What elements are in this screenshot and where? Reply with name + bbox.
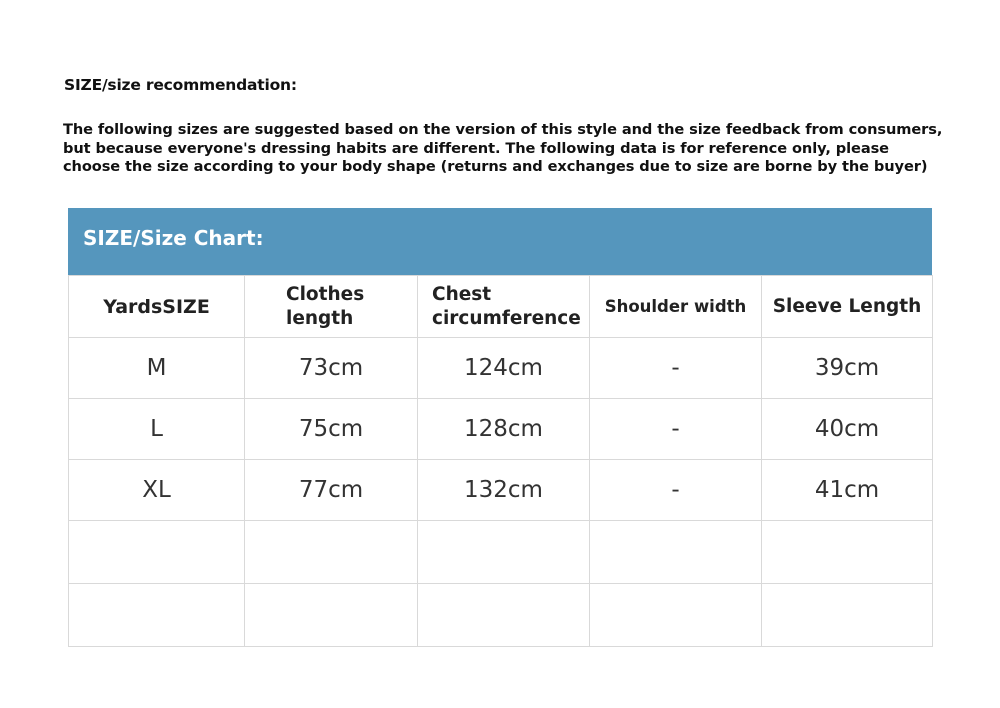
size-table [68, 275, 933, 647]
empty-cell [762, 584, 933, 647]
empty-cell [69, 521, 245, 584]
clothes-length-cell: 77cm [245, 460, 418, 521]
column-header-clothes-length: Clothes length [245, 276, 418, 338]
sleeve-cell: 40cm [762, 399, 933, 460]
recommendation-text [63, 121, 943, 177]
empty-cell [762, 521, 933, 584]
sleeve-cell: 41cm [762, 460, 933, 521]
sleeve-cell: 39cm [762, 338, 933, 399]
size-cell: L [69, 399, 245, 460]
shoulder-cell: - [590, 338, 762, 399]
table-header-row [69, 276, 933, 338]
empty-cell [69, 584, 245, 647]
shoulder-cell: - [590, 460, 762, 521]
empty-cell [245, 521, 418, 584]
recommendation-line: The following sizes are suggested based on the version of this style and the size feedback from consumers, [63, 121, 943, 138]
recommendation-line: choose the size according to your body shape (returns and exchanges due to size are borne by the buyer) [63, 158, 928, 176]
size-chart [68, 208, 932, 647]
recommendation-title: SIZE/size recommendation: [64, 76, 297, 94]
chest-cell: 128cm [418, 399, 590, 460]
chest-cell: 132cm [418, 460, 590, 521]
empty-cell [418, 521, 590, 584]
clothes-length-cell: 73cm [245, 338, 418, 399]
size-cell: M [69, 338, 245, 399]
size-cell: XL [69, 460, 245, 521]
size-chart-title: SIZE/Size Chart: [68, 208, 932, 275]
table-row [69, 460, 933, 521]
recommendation-line: but because everyone's dressing habits are different. The following data is for reference only, please [63, 139, 889, 157]
chest-cell: 124cm [418, 338, 590, 399]
column-header-sleeve: Sleeve Length [762, 276, 933, 338]
table-row [69, 338, 933, 399]
column-header-chest: Chest circumference [418, 276, 590, 338]
empty-cell [418, 584, 590, 647]
empty-table-row [69, 584, 933, 647]
empty-cell [245, 584, 418, 647]
clothes-length-cell: 75cm [245, 399, 418, 460]
column-header-shoulder: Shoulder width [590, 276, 762, 338]
column-header-size: YardsSIZE [69, 276, 245, 338]
empty-table-row [69, 521, 933, 584]
empty-cell [590, 521, 762, 584]
table-row [69, 399, 933, 460]
empty-cell [590, 584, 762, 647]
shoulder-cell: - [590, 399, 762, 460]
